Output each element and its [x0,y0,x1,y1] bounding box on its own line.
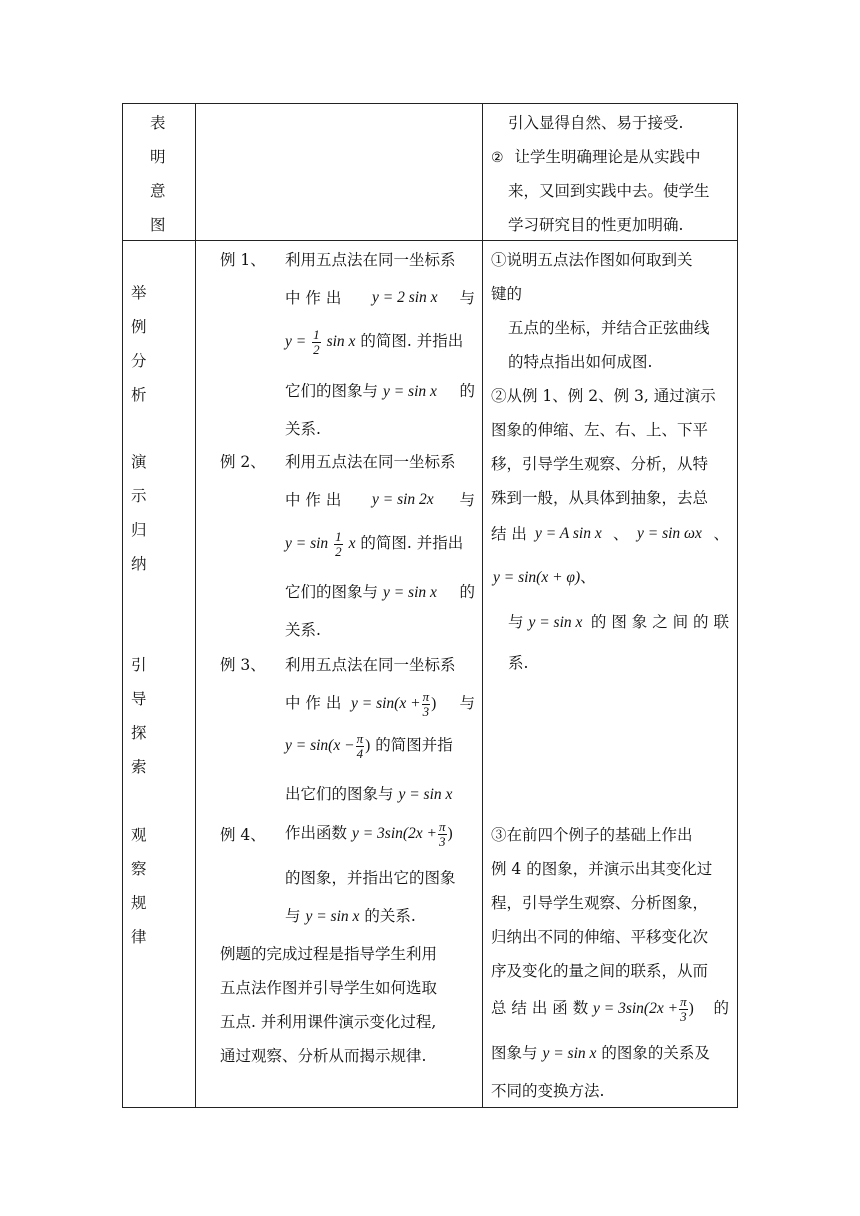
note-line: 键的 [491,285,523,303]
math-expr: y = sin x [382,383,437,400]
note-line: 结 出 y = A sin x 、 y = sin ωx 、 [491,525,729,543]
example-label: 例 1、 [220,251,266,269]
note-line: ③在前四个例子的基础上作出 [491,826,693,844]
fraction: $\frac{\pi}{3}$ [422,688,430,719]
summary-line: 五点法作图并引导学生如何选取 [220,979,438,997]
note-line [491,147,701,168]
example-label: 例 2、 [220,453,266,471]
note-line: ②从例 1、例 2、例 3, 通过演示 [491,387,716,405]
note-line: 总 结 出 函 数 y = 3sin(2x + $\frac{\pi}{3}$ ) 的 [491,993,729,1024]
left-char: 演 [131,453,147,471]
left-char: 纳 [131,555,147,573]
table-border-right [737,103,738,1108]
summary-line: 例题的完成过程是指导学生利用 [220,945,438,963]
note-line: 例 4 的图象，并演示出其变化过 [491,860,713,878]
example-text: 作出函数 y = 3sin(2x + $\frac{\pi}{3}$ ) [285,818,453,849]
example-text: 关系. [285,621,321,639]
left-char: 例 [131,318,147,336]
left-char: 举 [131,284,147,302]
left-char: 索 [131,758,147,776]
note-line: 五点的坐标，并结合正弦曲线 [508,319,710,337]
math-expr: y = sin x [305,908,360,925]
example-text: 关系. [285,420,321,438]
note-line: 引入显得自然、易于接受. [508,114,684,132]
left-char: 表 [150,114,166,132]
example-text: y = sin $\frac{1}{2}$ x 的简图. 并指出 [285,528,464,559]
left-char: 归 [131,521,147,539]
table-border-mid [122,240,738,241]
circled-number: ② [491,150,504,166]
example-label: 例 4、 [220,826,266,844]
example-text: 与 y = sin x 的关系. [285,907,416,925]
note-text: 让学生明确理论是从实践中 [514,148,701,166]
summary-line: 五点. 并利用课件演示变化过程, [220,1013,437,1031]
table-col-divider-1 [195,103,196,1108]
table-border-top [122,103,738,104]
table-border-bottom [122,1107,738,1108]
note-line: 系. [508,654,529,672]
note-line: 来，又回到实践中去。使学生 [508,182,710,200]
example-text: 中 作 出 y = sin(x + $\frac{\pi}{3}$ ) 与 [285,688,475,719]
math-expr: y = sin 2x [372,491,434,508]
note-line: 不同的变换方法. [491,1082,605,1100]
fraction: $\frac{\pi}{3}$ [439,818,446,849]
example-text: 中 作 出 y = sin 2x 与 [285,491,475,509]
table-border-left [122,103,123,1108]
example-label: 例 3、 [220,656,266,674]
note-line: y = sin(x + φ)、 [493,568,596,586]
math-expr: y = sin x [542,1045,597,1062]
math-expr: y = sin x [398,786,453,803]
note-line: 归纳出不同的伸缩、平移变化次 [491,928,709,946]
left-char: 观 [131,826,147,844]
example-text: 利用五点法在同一坐标系 [285,251,456,269]
fraction: $\frac{1}{2}$ [313,326,320,357]
math-expr: y = sin ωx [637,525,702,542]
example-text: 利用五点法在同一坐标系 [285,453,456,471]
left-char: 示 [131,487,147,505]
fraction: $\frac{\pi}{4}$ [356,730,364,761]
left-char: 察 [131,860,147,878]
example-text: y = $\frac{1}{2}$ sin x 的简图. 并指出 [285,326,464,357]
note-line: 殊到一般，从具体到抽象，去总 [491,489,709,507]
math-expr: y = sin x [528,614,583,631]
note-line: 学习研究目的性更加明确. [508,216,684,234]
left-char: 规 [131,894,147,912]
example-text: 它们的图象与 y = sin x 的 [285,382,475,400]
math-expr: y = sin x [382,584,437,601]
left-char: 导 [131,690,147,708]
left-char: 引 [131,656,147,674]
example-text: y = sin(x − $\frac{\pi}{4}$ ) 的简图并指 [285,730,453,761]
left-char: 明 [150,148,166,166]
note-line: 序及变化的量之间的联系，从而 [491,962,709,980]
note-line: 的特点指出如何成图. [508,353,653,371]
fraction: $\frac{1}{2}$ [335,528,342,559]
note-line: 与 y = sin x 的 图 象 之 间 的 联 [508,613,729,631]
example-text: 出它们的图象与 y = sin x [285,785,453,803]
example-text: 它们的图象与 y = sin x 的 [285,583,475,601]
note-line: 移，引导学生观察、分析，从特 [491,455,709,473]
example-text: 利用五点法在同一坐标系 [285,656,456,674]
left-char: 图 [150,216,166,234]
summary-line: 通过观察、分析从而揭示规律. [220,1047,427,1065]
note-line: 图象的伸缩、左、右、上、下平 [491,421,709,439]
math-expr: y = sin(x + φ) [493,569,581,586]
left-char: 意 [150,182,166,200]
note-line: 图象与 y = sin x 的图象的关系及 [491,1044,710,1062]
left-char: 律 [131,928,147,946]
table-col-divider-2 [482,103,483,1108]
note-line: 程，引导学生观察、分析图象， [491,894,709,912]
example-text: 中 作 出 y = 2 sin x 与 [285,289,475,307]
note-line: ①说明五点法作图如何取到关 [491,251,693,269]
fraction: $\frac{\pi}{3}$ [680,993,687,1024]
math-expr: y = 2 sin x [372,289,438,306]
math-expr: y = A sin x [535,525,602,542]
left-char: 探 [131,724,147,742]
left-char: 析 [131,386,147,404]
example-text: 的图象，并指出它的图象 [285,869,456,887]
left-char: 分 [131,352,147,370]
